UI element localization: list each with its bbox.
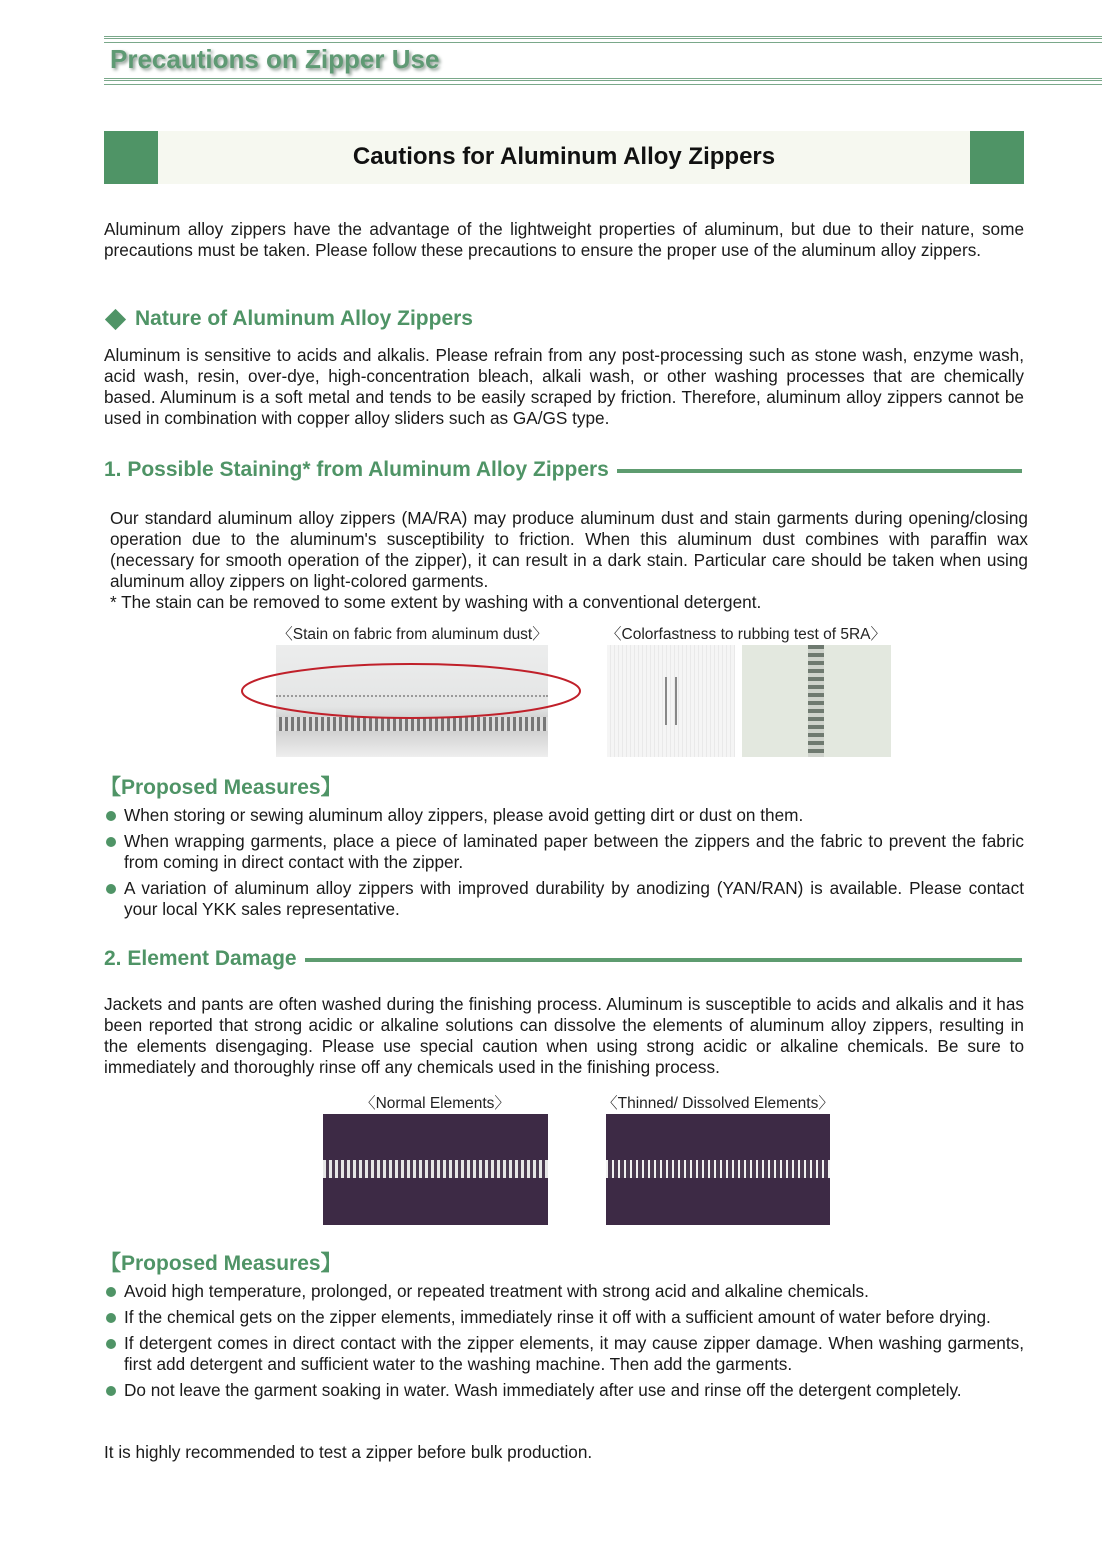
normal-elements-caption: 〈Normal Elements〉	[360, 1095, 510, 1112]
footer-note: It is highly recommended to test a zipper before bulk production.	[104, 1442, 593, 1462]
measure-item: When wrapping garments, place a piece of laminated paper between the zippers and the fabric to prevent the fabric from coming in direct contact with the zipper.	[104, 831, 1024, 873]
title-banner	[104, 131, 1024, 184]
measure-item: If detergent comes in direct contact with the zipper elements, it may cause zipper damage. When washing garments, first add detergent and sufficient water to the washing machine. Then add the garments.	[104, 1333, 1024, 1375]
rubbing-test-zipper-photo	[742, 645, 891, 757]
section1-measures-heading: 【Proposed Measures】	[100, 776, 342, 799]
section1-note: * The stain can be removed to some extent by washing with a conventional detergent.	[110, 592, 762, 612]
section-divider	[617, 469, 1022, 473]
intro-paragraph: Aluminum alloy zippers have the advantage of the lightweight properties of aluminum, but due to their nature, some precautions must be taken. Please follow these precautions to ensure the proper use of the aluminum alloy zippers.	[104, 219, 1024, 260]
measure-item: A variation of aluminum alloy zippers with improved durability by anodizing (YAN/RAN) is available. Please contact your local YKK sales representative.	[104, 878, 1024, 920]
section1-paragraph	[110, 508, 1028, 613]
highlight-ellipse	[240, 662, 582, 720]
header-rule-bottom	[104, 78, 1102, 85]
rubbing-caption: 〈Colorfastness to rubbing test of 5RA〉	[606, 626, 886, 643]
nature-heading-text: Nature of Aluminum Alloy Zippers	[135, 307, 473, 330]
normal-elements-photo	[323, 1114, 548, 1225]
measure-item: Avoid high temperature, prolonged, or repeated treatment with strong acid and alkaline chemicals.	[104, 1281, 1024, 1302]
banner-title: Cautions for Aluminum Alloy Zippers	[352, 143, 776, 170]
stain-caption: 〈Stain on fabric from aluminum dust〉	[277, 626, 548, 643]
header-rule-top	[104, 36, 1102, 43]
section2-heading	[104, 947, 1022, 971]
measure-item: If the chemical gets on the zipper elements, immediately rinse it off with a sufficient amount of water before drying.	[104, 1307, 1024, 1328]
nature-paragraph: Aluminum is sensitive to acids and alkalis. Please refrain from any post-processing such as stone wash, enzyme wash, acid wash, resin, over-dye, high-concentration bleach, alkali wash, or other washing processes that are chemically based. Aluminum is a soft metal and tends to be easily scraped by friction. Therefore, aluminum alloy zippers cannot be used in combination with copper alloy sliders such as GA/GS type.	[104, 345, 1024, 428]
dissolved-elements-caption: 〈Thinned/ Dissolved Elements〉	[602, 1095, 834, 1112]
diamond-icon	[105, 308, 126, 329]
section2-title: 2. Element Damage	[104, 947, 297, 970]
dissolved-elements-photo	[606, 1114, 830, 1225]
section1-text: Our standard aluminum alloy zippers (MA/RA) may produce aluminum dust and stain garments during opening/closing operation due to the aluminum's susceptibility to friction. When this aluminum dust combines with paraffin wax (necessary for smooth operation of the zipper), it can result in a dark stain. Particular care should be taken when using aluminum alloy zippers on light-colored garments.	[110, 508, 1028, 591]
banner-block-right	[970, 131, 1024, 184]
nature-heading	[104, 307, 473, 331]
section2-paragraph: Jackets and pants are often washed during the finishing process. Aluminum is susceptible to acids and alkalis and it has been reported that strong acidic or alkaline solutions can dissolve the elements of aluminum alloy zippers, resulting in the elements disengaging. Please use special caution when using strong acidic or alkaline chemicals. Be sure to immediately and thoroughly rinse off any chemicals used in the finishing process.	[104, 994, 1024, 1077]
section1-title: 1. Possible Staining* from Aluminum Alloy Zippers	[104, 458, 609, 481]
section-divider	[305, 958, 1022, 962]
section1-heading	[104, 458, 1022, 482]
rubbing-test-cloth-photo	[607, 645, 735, 757]
section2-measures-heading: 【Proposed Measures】	[100, 1252, 342, 1275]
measure-item: When storing or sewing aluminum alloy zippers, please avoid getting dirt or dust on them.	[104, 805, 1024, 826]
section1-measures	[104, 805, 1024, 925]
section2-measures	[104, 1281, 1024, 1406]
page-header-title: Precautions on Zipper Use	[110, 44, 440, 74]
measure-item: Do not leave the garment soaking in water. Wash immediately after use and rinse off the detergent completely.	[104, 1380, 1024, 1401]
